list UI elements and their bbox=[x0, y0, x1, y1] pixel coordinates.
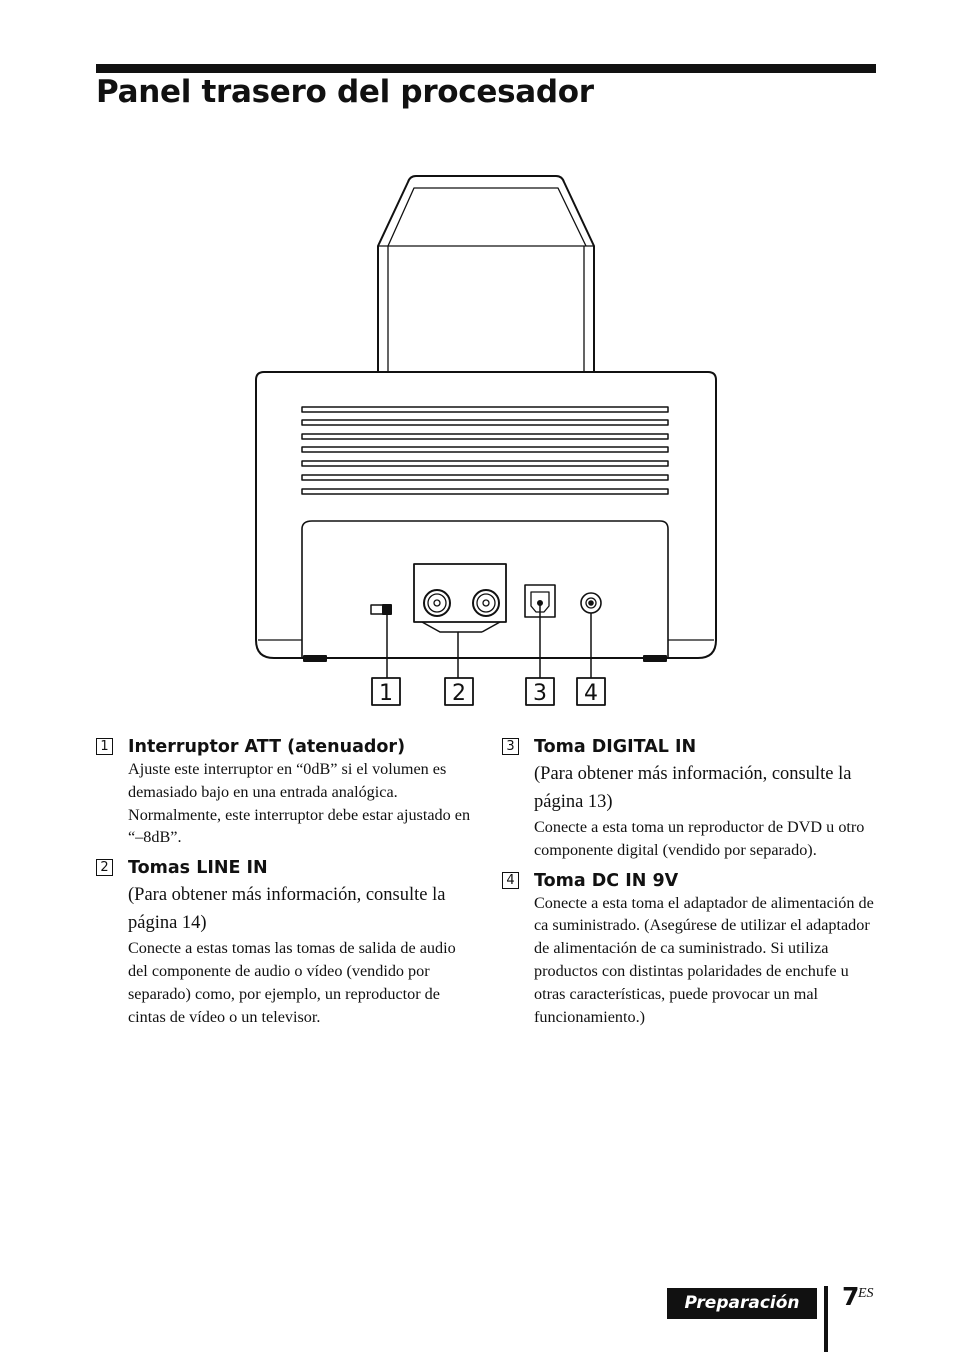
title-rule bbox=[96, 64, 876, 73]
page-title: Panel trasero del procesador bbox=[96, 74, 594, 110]
item-digital-in bbox=[502, 736, 882, 862]
item-dc-in bbox=[502, 870, 882, 1029]
item-heading: Toma DIGITAL IN bbox=[534, 737, 697, 757]
footer-rule bbox=[824, 1286, 828, 1352]
callout-1: 1 bbox=[379, 681, 393, 706]
item-body: Conecte a esta toma el adaptador de alimentación de ca suministrado. (Asegúrese de utilizar el adaptador de alimentación de ca suministrado. Si utiliza productos con distintas polaridades de enchufe u otras características, puede provocar un mal funcionamiento.) bbox=[534, 893, 874, 1026]
callout-4: 4 bbox=[584, 681, 598, 706]
item-line-in bbox=[96, 857, 476, 1028]
item-att-switch bbox=[96, 736, 476, 849]
rear-panel-diagram bbox=[240, 160, 730, 720]
item-heading: Toma DC IN 9V bbox=[534, 870, 679, 891]
callout-3: 3 bbox=[533, 681, 547, 706]
item-heading: Tomas LINE IN bbox=[128, 858, 268, 879]
item-heading: Interruptor ATT (atenuador) bbox=[128, 737, 406, 757]
page-suffix: ES bbox=[858, 1286, 874, 1301]
item-number: 4 bbox=[502, 872, 519, 889]
item-body: Ajuste este interruptor en “0dB” si el volumen es demasiado bajo en una entrada analógica. Normalmente, este interruptor debe estar ajustado en “–8dB”. bbox=[128, 760, 471, 847]
page-number: 7 bbox=[842, 1282, 860, 1311]
callout-2: 2 bbox=[452, 681, 466, 706]
item-reference: (Para obtener más información, consulte la página 13) bbox=[534, 764, 852, 812]
item-number: 3 bbox=[502, 738, 519, 755]
upper-housing bbox=[378, 176, 594, 372]
section-tab: Preparación bbox=[667, 1288, 817, 1319]
item-number: 1 bbox=[96, 738, 113, 755]
left-column bbox=[96, 736, 476, 1036]
item-body: Conecte a estas tomas las tomas de salida de audio del componente de audio o vídeo (vendido por separado) como, por ejemplo, un reproductor de cintas de vídeo o un televisor. bbox=[128, 939, 456, 1026]
item-body: Conecte a esta toma un reproductor de DVD u otro componente digital (vendido por separado). bbox=[534, 818, 865, 859]
item-reference: (Para obtener más información, consulte la página 14) bbox=[128, 885, 446, 934]
item-number: 2 bbox=[96, 859, 113, 876]
right-column bbox=[502, 736, 882, 1036]
vent-slots bbox=[302, 407, 668, 494]
